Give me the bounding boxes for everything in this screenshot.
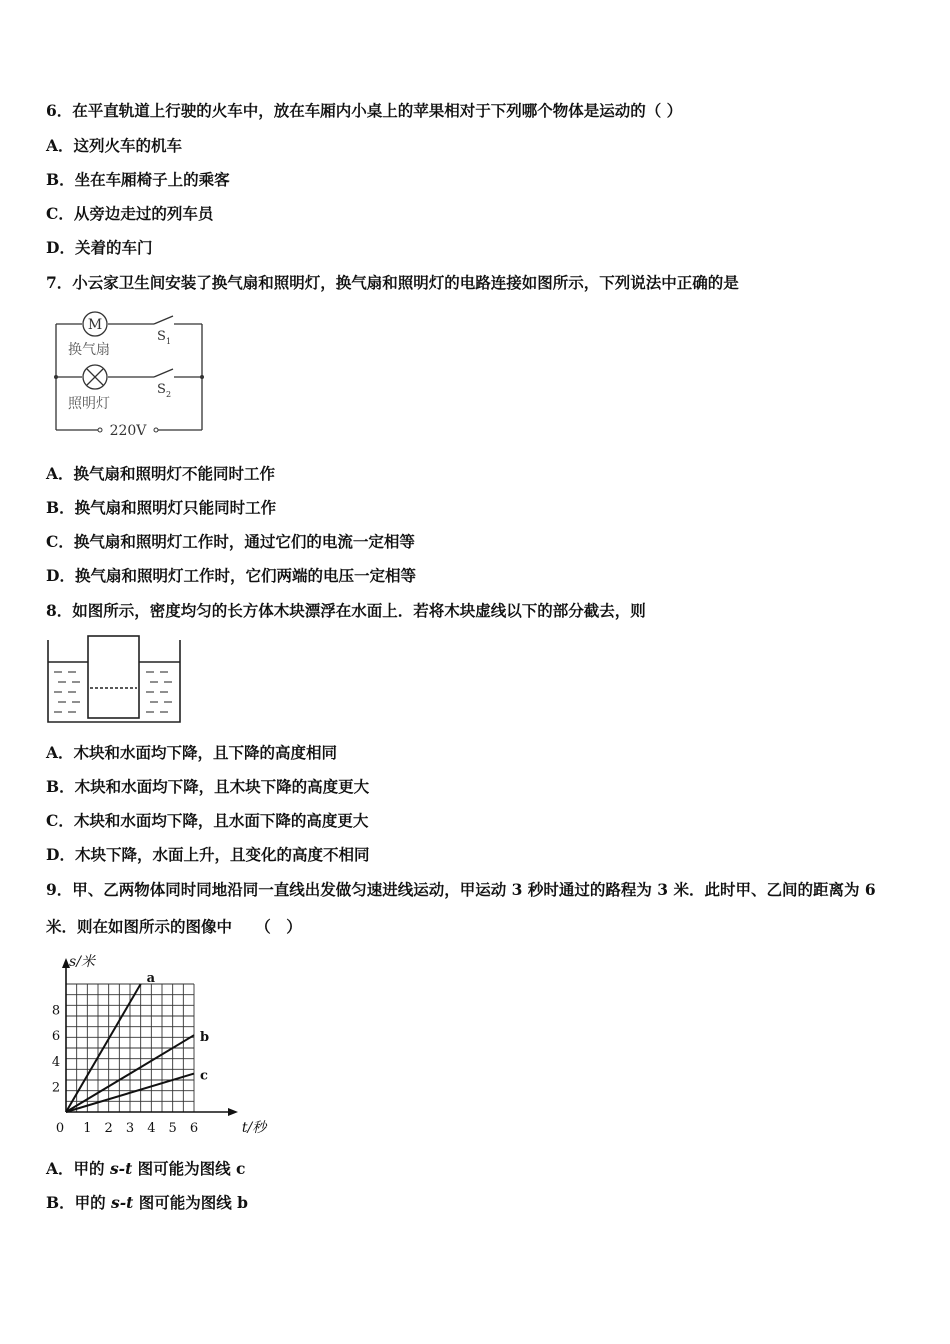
x-tick-label: 4 <box>147 1121 156 1136</box>
q7-option-b: B．换气扇和照明灯只能同时工作 <box>46 498 277 517</box>
q7-stem: 7．小云家卫生间安装了换气扇和照明灯，换气扇和照明灯的电路连接如图所示，下列说法中正确的是 <box>46 273 739 292</box>
q6-stem: 6．在平直轨道上行驶的火车中，放在车厢内小桌上的苹果相对于下列哪个物体是运动的（ ） <box>46 101 683 120</box>
q9-option-a-var: s-t <box>109 1159 133 1178</box>
fan-label: 换气扇 <box>68 342 110 358</box>
q8-option-a: A．木块和水面均下降，且下降的高度相同 <box>46 743 338 762</box>
x-axis-label: t/秒 <box>241 1120 267 1136</box>
q9-option-b <box>46 1193 248 1213</box>
switch-s2-subscript: 2 <box>166 390 172 399</box>
origin-label: 0 <box>55 1121 65 1136</box>
x-tick-label: 3 <box>125 1121 135 1136</box>
q9-option-b-var: s-t <box>111 1193 134 1212</box>
q8-option-b: B．木块和水面均下降，且木块下降的高度更大 <box>46 777 370 796</box>
q8-stem: 8．如图所示，密度均匀的长方体木块漂浮在水面上．若将木块虚线以下的部分截去，则 <box>46 601 646 620</box>
x-axis-arrow <box>228 1108 238 1116</box>
y-tick-label: 6 <box>51 1029 61 1045</box>
q7-option-c: C．换气扇和照明灯工作时，通过它们的电流一定相等 <box>46 532 415 551</box>
q9-stem-line2: 米．则在如图所示的图像中 （ ） <box>46 917 302 936</box>
q6-option-d: D．关着的车门 <box>46 238 153 257</box>
q8-option-d: D．木块下降，水面上升，且变化的高度不相同 <box>46 845 370 864</box>
y-tick-label: 2 <box>51 1080 61 1096</box>
y-axis-label: s/米 <box>69 954 95 970</box>
x-tick-label: 6 <box>189 1121 199 1136</box>
lamp-label: 照明灯 <box>68 396 110 412</box>
x-tick-label: 5 <box>168 1121 177 1136</box>
floating-block-diagram <box>44 632 184 728</box>
series-label-b: b <box>200 1030 210 1046</box>
q9-option-b-prefix: B．甲的 <box>46 1193 111 1212</box>
switch-s1-subscript: 1 <box>166 337 172 346</box>
switch-s1-label: S <box>157 329 166 344</box>
series-label-c: c <box>200 1068 208 1084</box>
q9-option-b-suffix: 图可能为图线 b <box>133 1193 248 1212</box>
y-tick-label: 8 <box>51 1003 61 1019</box>
y-tick-label: 4 <box>51 1054 61 1070</box>
switch-s2-label: S <box>157 382 166 397</box>
q6-option-b: B．坐在车厢椅子上的乘客 <box>46 170 230 189</box>
q9-option-a <box>46 1159 246 1179</box>
x-tick-label: 2 <box>104 1121 113 1136</box>
st-graph <box>44 954 267 1140</box>
x-tick-label: 1 <box>83 1121 92 1136</box>
q7-option-a: A．换气扇和照明灯不能同时工作 <box>46 464 276 483</box>
motor-symbol: M <box>87 317 103 333</box>
series-label-a: a <box>146 971 156 986</box>
q9-option-a-suffix: 图可能为图线 c <box>132 1159 246 1178</box>
voltage-label: 220V <box>109 423 147 439</box>
q6-option-a: A．这列火车的机车 <box>46 136 183 155</box>
q8-option-c: C．木块和水面均下降，且水面下降的高度更大 <box>46 811 369 830</box>
q9-option-a-prefix: A．甲的 <box>46 1159 110 1178</box>
q6-option-c: C．从旁边走过的列车员 <box>46 204 214 223</box>
circuit-diagram <box>50 312 210 440</box>
q9-stem-line1: 9．甲、乙两物体同时同地沿同一直线出发做匀速进线运动，甲运动 3 秒时通过的路程为 3 米．此时甲、乙间的距离为 6 <box>46 880 876 899</box>
q7-option-d: D．换气扇和照明灯工作时，它们两端的电压一定相等 <box>46 566 416 585</box>
